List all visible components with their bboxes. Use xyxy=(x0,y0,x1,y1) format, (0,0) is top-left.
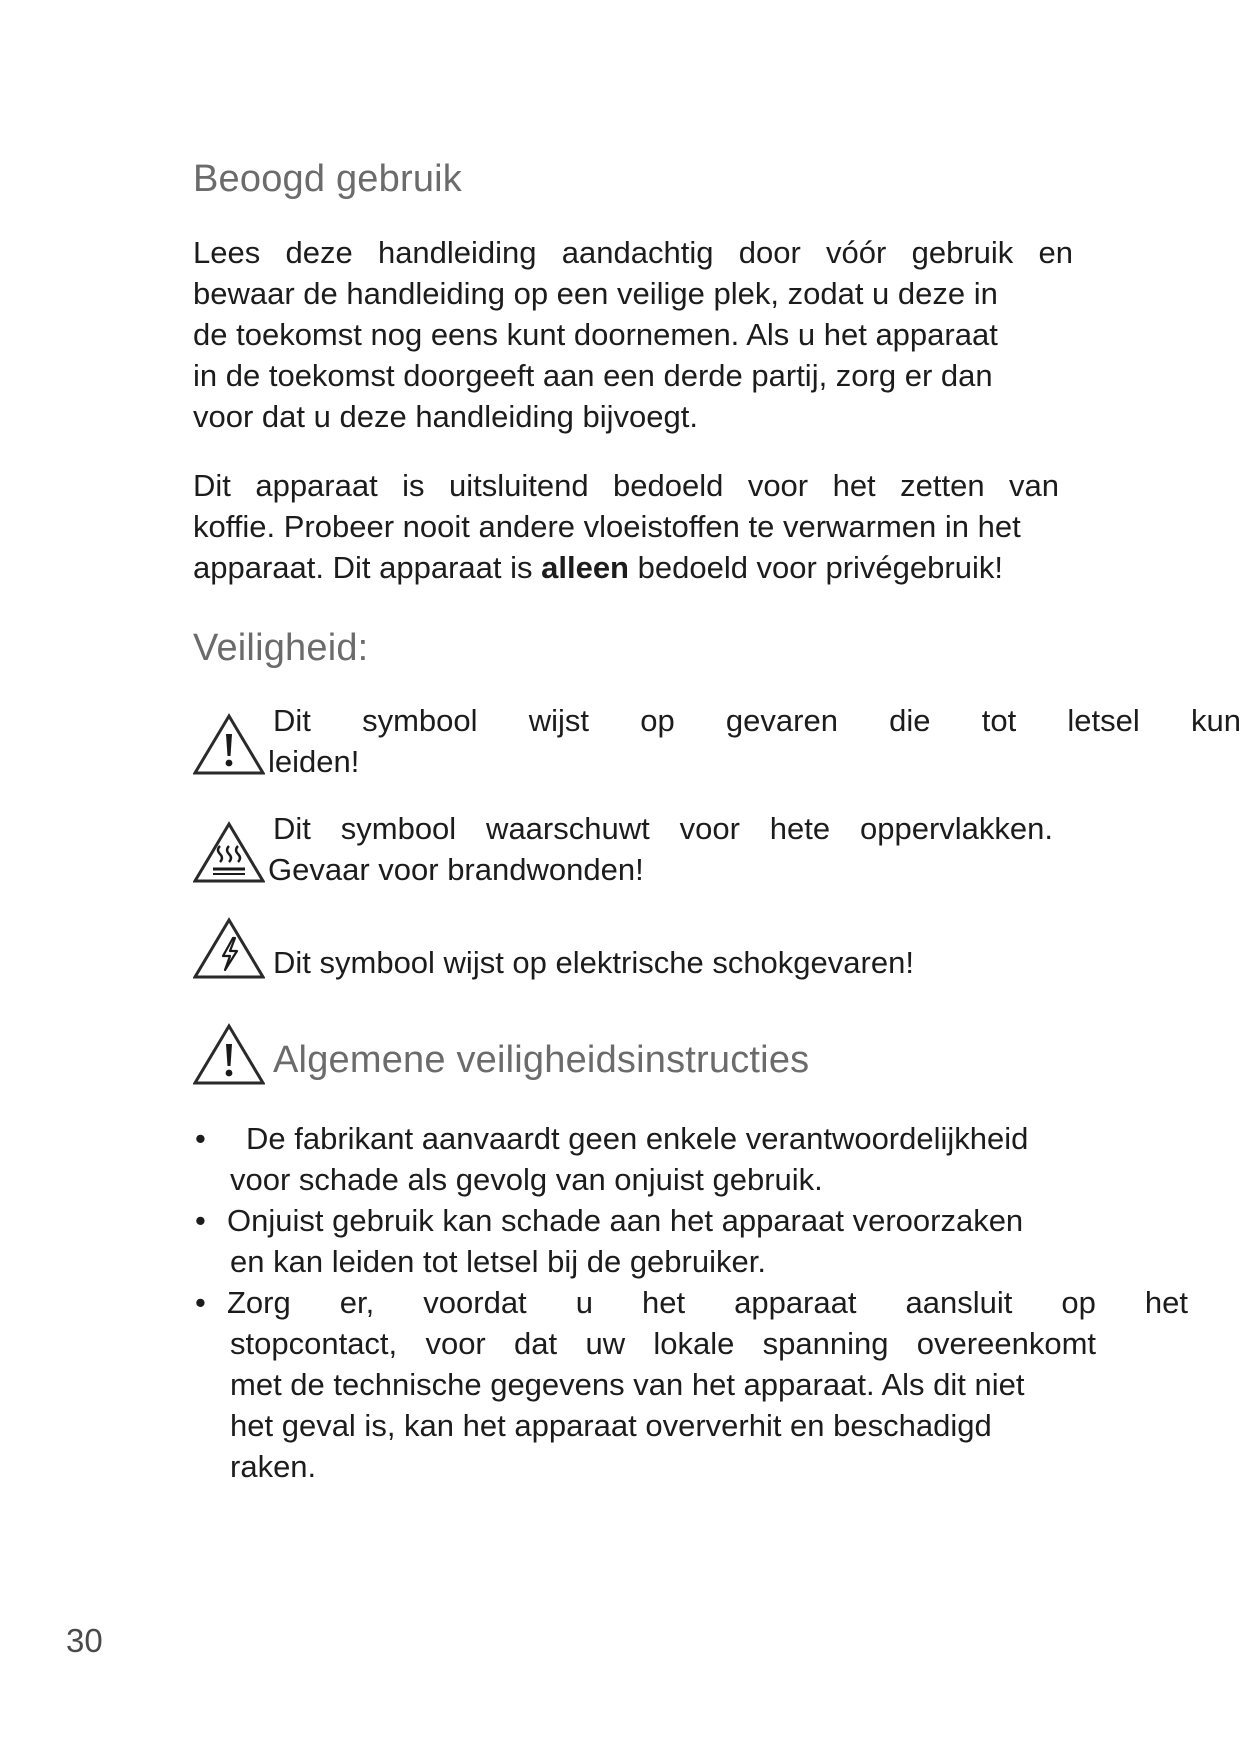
list-item-text: voor schade als gevolg van onjuist gebruik. xyxy=(230,1162,823,1197)
emphasis-text: alleen xyxy=(541,550,629,585)
safety-symbol-electric xyxy=(193,912,1093,988)
list-item-text: Zorg er, voordat u het apparaat aansluit op het xyxy=(227,1285,1188,1320)
list-item-text: raken. xyxy=(230,1449,317,1484)
paragraph-line: in de toekomst doorgeeft aan een derde partij, zorg er dan xyxy=(193,358,993,393)
general-warning-icon xyxy=(193,1022,265,1086)
general-warning-icon xyxy=(193,712,265,776)
paragraph-line: voor dat u deze handleiding bijvoegt. xyxy=(193,399,698,434)
bullet-glyph: • xyxy=(195,1285,206,1320)
list-item xyxy=(193,1118,1183,1200)
hot-surface-icon xyxy=(193,820,265,884)
electric-shock-icon xyxy=(193,916,265,980)
safety-symbol-hot-surface xyxy=(193,808,1053,894)
list-item-text: met de technische gegevens van het apparaat. Als dit niet xyxy=(230,1367,1025,1402)
paragraph-line: koffie. Probeer nooit andere vloeistoffen te verwarmen in het xyxy=(193,509,1021,544)
paragraph-text: apparaat. Dit apparaat is xyxy=(193,550,542,585)
paragraph-line: Lees deze handleiding aandachtig door vóór gebruik en xyxy=(193,235,1073,270)
symbol-description: Dit symbool wijst op gevaren die tot letsel kun xyxy=(273,703,1241,738)
bullet-glyph: • xyxy=(195,1121,206,1156)
list-item-text: Onjuist gebruik kan schade aan het apparaat veroorzaken xyxy=(227,1203,1024,1238)
general-safety-title xyxy=(193,1018,1093,1098)
paragraph-line: bewaar de handleiding op een veilige plek, zodat u deze in xyxy=(193,276,998,311)
symbol-description: Dit symbool waarschuwt voor hete oppervlakken. xyxy=(273,811,1053,846)
list-item-text: en kan leiden tot letsel bij de gebruiker. xyxy=(230,1244,766,1279)
list-item-text: stopcontact, voor dat uw lokale spanning overeenkomt xyxy=(230,1326,1096,1361)
safety-symbol-general xyxy=(193,700,1241,786)
symbol-description: Gevaar voor brandwonden! xyxy=(268,852,644,887)
bullet-glyph: • xyxy=(195,1203,206,1238)
list-item-text: het geval is, kan het apparaat oververhit en beschadigd xyxy=(230,1408,992,1443)
list-item xyxy=(193,1200,1183,1282)
general-safety-heading: Algemene veiligheidsinstructies xyxy=(273,1039,810,1081)
intended-use-paragraph-1 xyxy=(193,232,1073,437)
paragraph-line: Dit apparaat is uitsluitend bedoeld voor het zetten van xyxy=(193,468,1059,503)
general-safety-list xyxy=(193,1118,1188,1487)
list-item-text: De fabrikant aanvaardt geen enkele verantwoordelijkheid xyxy=(246,1121,1029,1156)
list-item xyxy=(193,1282,1188,1487)
symbol-description: Dit symbool wijst op elektrische schokgevaren! xyxy=(273,945,914,980)
symbol-description: leiden! xyxy=(268,744,360,779)
paragraph-text: bedoeld voor privégebruik! xyxy=(629,550,1003,585)
safety-heading: Veiligheid: xyxy=(193,627,369,669)
page-number: 30 xyxy=(66,1622,103,1659)
intended-use-paragraph-2 xyxy=(193,465,1059,588)
paragraph-line: de toekomst nog eens kunt doornemen. Als u het apparaat xyxy=(193,317,998,352)
intended-use-heading: Beoogd gebruik xyxy=(193,158,463,200)
paragraph-line xyxy=(193,547,1059,588)
